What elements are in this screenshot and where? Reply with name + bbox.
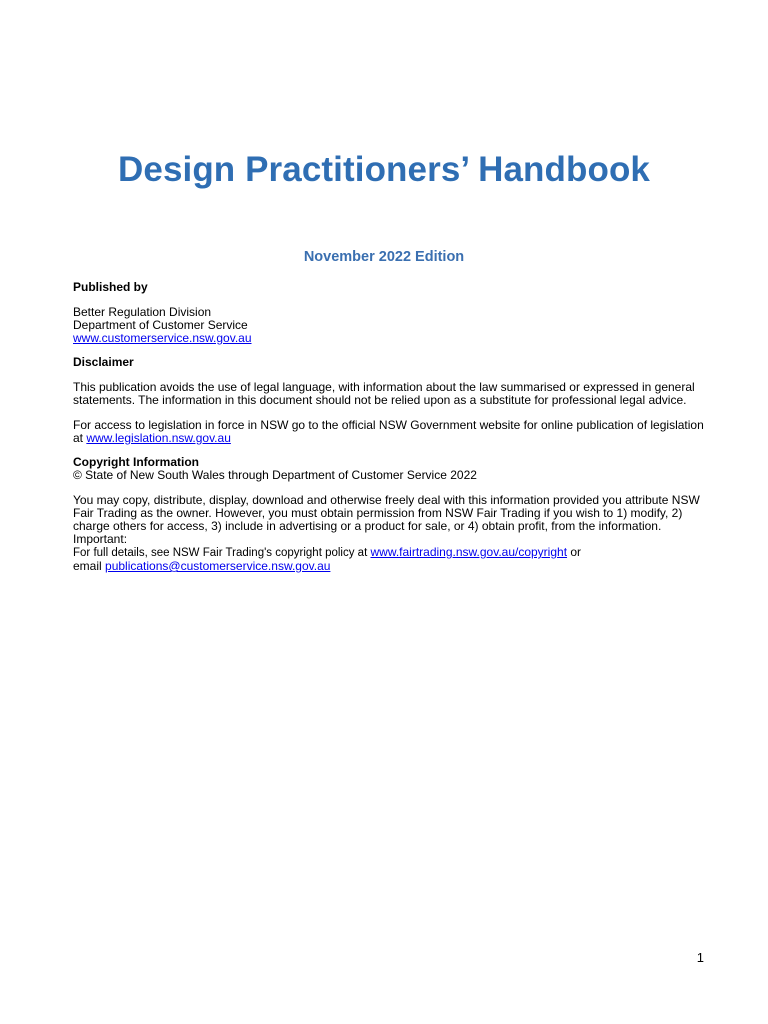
disclaimer-text-line: This publication avoids the use of legal language, with information about the law summarised or expressed in general: [73, 380, 695, 394]
legislation-prefix: at: [73, 431, 87, 445]
document-body: [73, 281, 713, 573]
copyright-policy-prefix: For full details, see NSW Fair Trading's copyright policy at: [73, 547, 371, 559]
document-title: Design Practitioners’ Handbook: [118, 150, 650, 189]
disclaimer-heading: Disclaimer: [73, 355, 134, 369]
page-number: 1: [696, 950, 704, 965]
legislation-text-line: For access to legislation in force in NSW go to the official NSW Government website for online publication of legislation: [73, 418, 704, 432]
copyright-text-line: [73, 560, 713, 573]
copyright-text-line: You may copy, distribute, display, download and otherwise freely deal with this information provided you attribute NSW: [73, 493, 700, 507]
customerservice-link[interactable]: www.customerservice.nsw.gov.au: [73, 331, 252, 345]
edition-label: November 2022 Edition: [303, 249, 465, 265]
disclaimer-text-line: statements. The information in this document should not be relied upon as a substitute for professional legal advice.: [73, 393, 687, 407]
copyright-heading: Copyright Information: [73, 455, 199, 469]
fairtrading-copyright-link[interactable]: www.fairtrading.nsw.gov.au/copyright: [370, 545, 568, 559]
copyright-text-line: Fair Trading as the owner. However, you must obtain permission from NSW Fair Trading if you wish to 1) modify, 2): [73, 506, 683, 520]
legislation-text-line: [73, 432, 713, 445]
publisher-division: Better Regulation Division: [73, 305, 212, 319]
copyright-text-line: [73, 546, 713, 560]
published-by-heading: Published by: [73, 280, 148, 294]
publisher-department: Department of Customer Service: [73, 318, 248, 332]
copyright-statement: © State of New South Wales through Department of Customer Service 2022: [73, 468, 477, 482]
copyright-policy-suffix: or: [567, 545, 582, 559]
email-prefix: email: [73, 559, 106, 573]
legislation-link[interactable]: www.legislation.nsw.gov.au: [86, 431, 231, 445]
publications-email-link[interactable]: publications@customerservice.nsw.gov.au: [105, 559, 331, 573]
copyright-text-line: charge others for access, 3) include in advertising or a product for sale, or 4) obtain profit, from the information. Important:: [73, 519, 662, 546]
